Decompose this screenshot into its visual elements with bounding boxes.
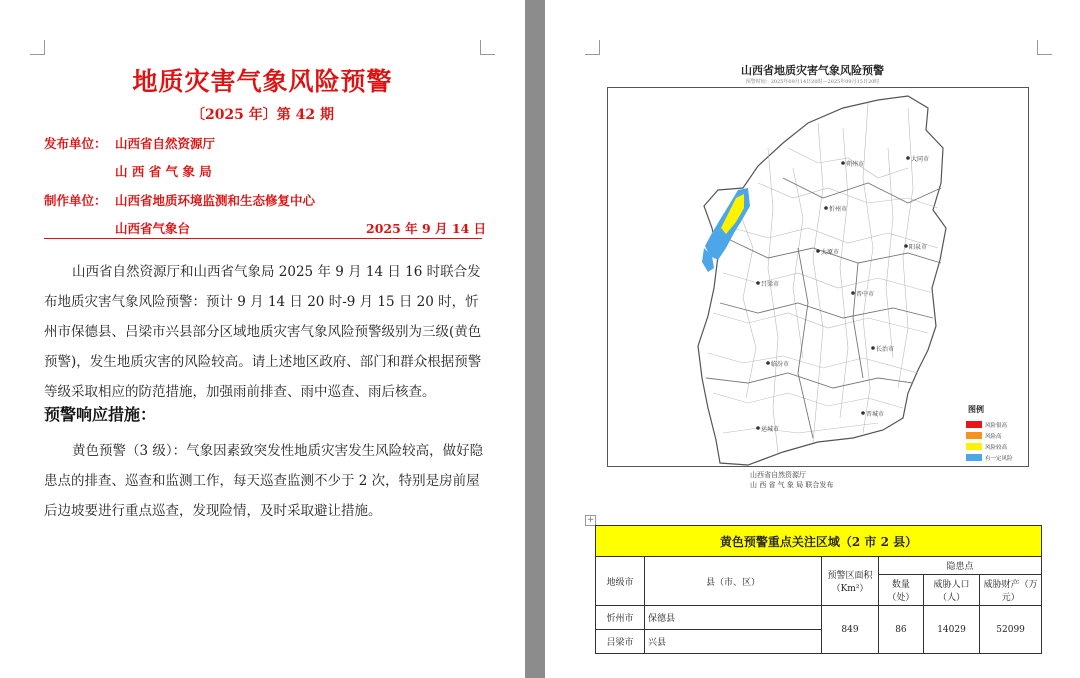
issue-number: 〔2025 年〕第 42 期 xyxy=(190,107,335,123)
legend-label: 风险很高 xyxy=(985,423,1008,429)
city-label: 大同市 xyxy=(911,156,930,163)
row-city: 忻州市 xyxy=(596,606,645,630)
legend-title: 图例 xyxy=(968,405,984,414)
document-page-2 xyxy=(545,0,1080,678)
producer-1: 山西省地质环境监测和生态修复中心 xyxy=(115,193,316,208)
city-dot xyxy=(816,249,820,253)
city-label: 太原市 xyxy=(821,249,840,256)
cell-count: 86 xyxy=(879,606,924,654)
city-label: 运城市 xyxy=(761,426,780,433)
issue-date: 2025 年 9 月 14 日 xyxy=(366,221,487,236)
legend-label: 风险高 xyxy=(985,434,1002,440)
legend-swatch xyxy=(966,454,982,461)
city-label: 临汾市 xyxy=(771,361,790,368)
province-outline xyxy=(698,96,946,465)
legend-swatch xyxy=(966,443,982,450)
city-dot xyxy=(906,156,910,160)
city-dot xyxy=(871,346,875,350)
header-hidden-points: 隐患点 xyxy=(879,557,1042,575)
map-footer-2: 山 西 省 气 象 局 联合发布 xyxy=(750,481,834,489)
map-subtitle: 预警时间：2025年09月14日20时—2025年09月15日20时 xyxy=(745,79,880,85)
row-city: 吕梁市 xyxy=(596,630,645,654)
crop-mark xyxy=(585,40,600,55)
legend-swatch xyxy=(966,432,982,439)
city-dot xyxy=(756,426,760,430)
city-label: 长治市 xyxy=(876,346,895,353)
map-title: 山西省地质灾害气象风险预警 xyxy=(741,64,884,77)
city-label: 吕梁市 xyxy=(761,281,780,288)
producer-2: 山西省气象台 xyxy=(115,221,191,236)
header-area: 预警区面积（Km²） xyxy=(822,557,879,606)
city-dot xyxy=(841,161,845,165)
legend-label: 有一定风险 xyxy=(985,456,1013,462)
publisher-2: 山 西 省 气 象 局 xyxy=(115,164,212,179)
cell-property: 52099 xyxy=(980,606,1042,654)
red-divider xyxy=(44,238,482,239)
header-count: 数量（处） xyxy=(879,575,924,606)
row-county: 保德县 xyxy=(645,606,822,630)
header-property: 威胁财产（万元） xyxy=(980,575,1042,606)
document-page-1 xyxy=(0,0,525,678)
producer-label: 制作单位： xyxy=(44,193,107,208)
warning-table xyxy=(595,525,1042,654)
publisher-1: 山西省自然资源厅 xyxy=(115,136,216,151)
province-map xyxy=(608,88,1028,466)
city-label: 晋城市 xyxy=(866,411,885,418)
header-city: 地级市 xyxy=(596,557,645,606)
city-label: 晋中市 xyxy=(856,291,875,298)
table-move-handle[interactable]: + xyxy=(586,515,595,525)
map-legend xyxy=(966,404,1013,462)
notice-paragraph-2: 黄色预警（3 级）：气象因素致突发性地质灾害发生风险较高，做好隐患点的排查、巡查和监测工作，每天巡查监测不少于 2 次，特别是房前屋后边坡要进行重点巡查，发现险情，及时采取避让措施。 xyxy=(44,443,484,519)
city-label: 阳泉市 xyxy=(909,244,928,251)
header-people: 威胁人口（人） xyxy=(923,575,979,606)
city-dot xyxy=(861,411,865,415)
section-heading: 预警响应措施： xyxy=(44,405,157,424)
crop-mark xyxy=(1037,40,1052,55)
city-dot xyxy=(766,361,770,365)
crop-mark xyxy=(480,40,495,55)
city-label: 忻州市 xyxy=(829,206,848,213)
legend-swatch xyxy=(966,421,982,428)
crop-mark xyxy=(30,40,45,55)
notice-title: 地质灾害气象风险预警 xyxy=(132,67,393,96)
city-dot xyxy=(851,291,855,295)
table-caption: 黄色预警重点关注区域（2 市 2 县） xyxy=(596,526,1042,557)
legend-label: 风险较高 xyxy=(985,445,1008,451)
cell-people: 14029 xyxy=(923,606,979,654)
city-dot xyxy=(904,244,908,248)
city-dot xyxy=(824,206,828,210)
row-county: 兴县 xyxy=(645,630,822,654)
city-dot xyxy=(756,281,760,285)
shanxi-risk-map xyxy=(607,87,1029,467)
header-county: 县（市、区） xyxy=(645,557,822,606)
city-label: 朔州市 xyxy=(846,161,865,168)
notice-paragraph-1: 山西省自然资源厅和山西省气象局 2025 年 9 月 14 日 16 时联合发布地质灾害气象风险预警：预计 9 月 14 日 20 时-9 月 15 日 20 时，忻州市保德县、吕梁市兴县部分区域地质灾害气象风险预警级别为三级(黄色预警)，发生地质灾害的风险较高。请上述地区政府、部门和群众根据预警等级采取相应的防范措施，加强雨前排查、雨中巡查、雨后核查。 xyxy=(44,264,482,400)
cell-area: 849 xyxy=(822,606,879,654)
map-footer-1: 山西省自然资源厅 xyxy=(750,471,806,479)
publisher-label: 发布单位： xyxy=(44,136,107,151)
